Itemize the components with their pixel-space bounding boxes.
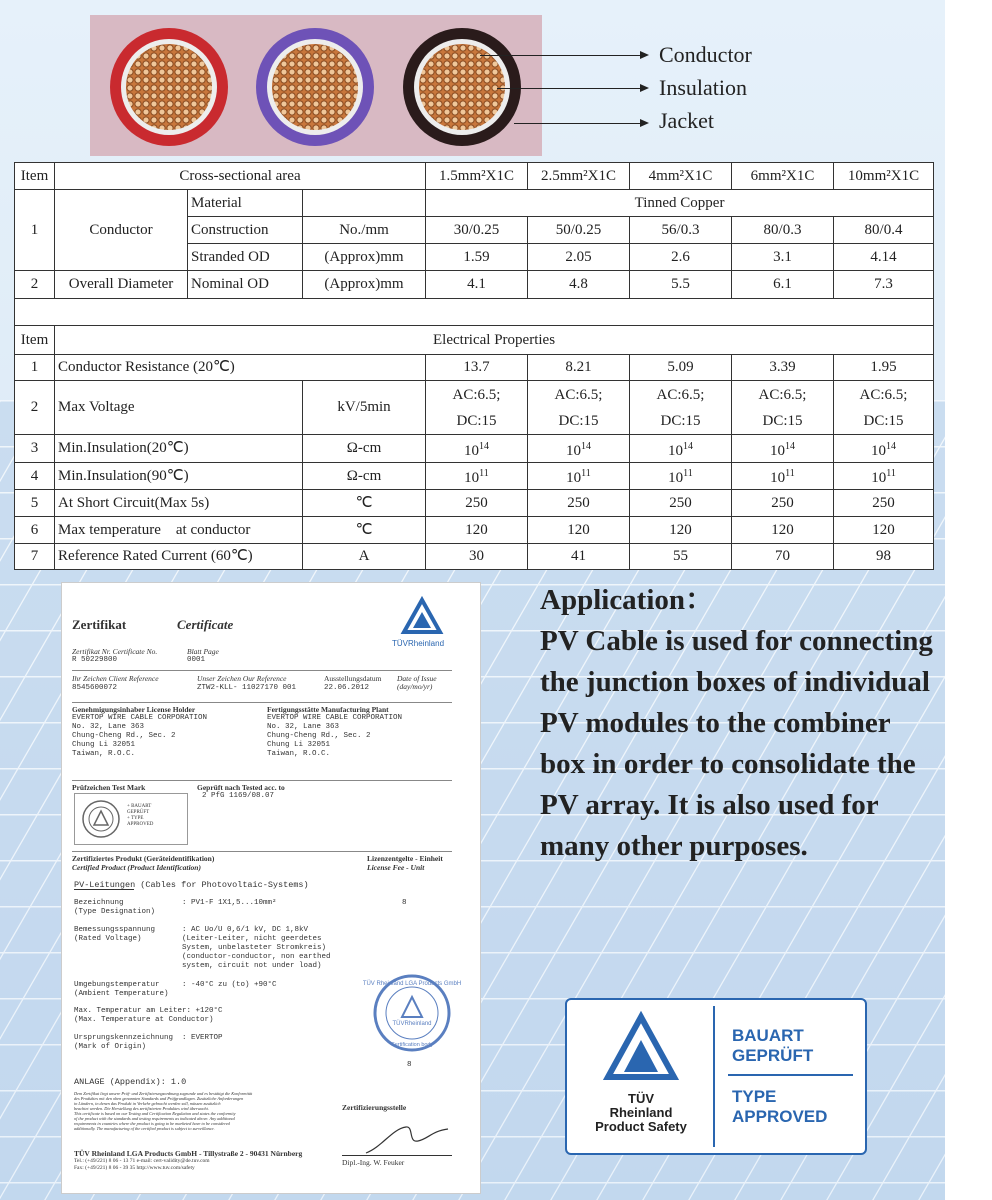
leader-line-insulation	[497, 88, 640, 89]
product-label-de: Zertifiziertes Produkt (Geräteidentifikation)	[72, 854, 215, 863]
value-cell: 2.05	[528, 244, 630, 271]
value-cell: 80/0.4	[834, 217, 934, 244]
item-number: 2	[15, 271, 55, 299]
dc-value: DC:15	[863, 412, 904, 429]
item-number: 3	[15, 435, 55, 463]
value-cell: 250	[834, 490, 934, 517]
value-cell: 250	[732, 490, 834, 517]
badge-approved-text: APPROVED	[732, 1107, 828, 1126]
certificate-title-en: Certificate	[177, 617, 234, 632]
cross-section-header: Cross-sectional area	[55, 163, 426, 190]
fee-label-en: License Fee - Unit	[367, 863, 425, 872]
construction-label: Construction	[188, 217, 303, 244]
unit-cell: ℃	[303, 490, 426, 517]
material-label: Material	[188, 190, 303, 217]
dc-value: DC:15	[558, 412, 599, 429]
value-cell	[630, 381, 732, 435]
seal-bottom-text: Certification body	[390, 1042, 434, 1048]
electrical-properties-table	[14, 325, 934, 570]
value-cell: 120	[630, 517, 732, 544]
designation-value: : PV1-F 1X1,5...10mm²	[182, 899, 277, 907]
issue-format: (day/mo/yr)	[397, 682, 433, 691]
item-number: 1	[15, 355, 55, 381]
value-cell: $10^{14}$	[834, 435, 934, 463]
value-cell: 5.5	[630, 271, 732, 299]
holder-address: EVERTOP WIRE CABLE CORPORATION No. 32, Lane 363 Chung-Cheng Rd., Sec. 2 Chung Li 32051 Taiwan, R.O.C.	[72, 714, 208, 758]
size-header: 6mm²X1C	[732, 163, 834, 190]
test-mark-seal-icon	[81, 799, 121, 839]
nominal-od-label: Nominal OD	[188, 271, 303, 299]
badge-product-safety-text: Product Safety	[595, 1119, 687, 1134]
value-cell: 30	[426, 544, 528, 570]
arrow-icon	[640, 84, 649, 92]
overall-diameter-group: Overall Diameter	[55, 271, 188, 299]
value-cell: 6.1	[732, 271, 834, 299]
unit-cell: ℃	[303, 517, 426, 544]
ac-value: AC:6.5;	[859, 386, 908, 403]
seal-top-text: TÜV Rheinland LGA Products GmbH	[362, 981, 462, 987]
client-ref: 8545600072	[72, 684, 118, 692]
value-cell: $10^{14}$	[426, 435, 528, 463]
value-cell: $10^{11}$	[630, 463, 732, 490]
value-cell: 120	[834, 517, 934, 544]
ambient-label: Umgebungstemperatur (Ambient Temperature)	[74, 981, 169, 998]
our-ref: ZTW2-KLL- 11027170 001	[197, 684, 297, 692]
dc-value: DC:15	[456, 412, 497, 429]
product-label-en: Certified Product (Product Identification)	[72, 863, 201, 872]
ac-value: AC:6.5;	[452, 386, 501, 403]
value-cell: 3.39	[732, 355, 834, 381]
badge-type-text: TYPE	[732, 1087, 777, 1106]
holder-label: Genehmigungsinhaber License Holder	[72, 705, 196, 714]
plant-address: EVERTOP WIRE CABLE CORPORATION No. 32, Lane 363 Chung-Cheng Rd., Sec. 2 Chung Li 32051 Taiwan, R.O.C.	[267, 714, 403, 758]
plant-label: Fertigungsstätte Manufacturing Plant	[267, 705, 389, 714]
item-number: 2	[15, 381, 55, 435]
voltage-value: : AC Uo/U 0,6/1 kV, DC 1,8kV (Leiter-Leiter, nicht geerdetes System, unbelasteter Stromkreis) (conductor-conductor, non earthed system, circuit not under load)	[182, 926, 331, 970]
size-header: 4mm²X1C	[630, 163, 732, 190]
badge-rheinland-text: Rheinland	[609, 1105, 673, 1120]
value-cell: $10^{14}$	[528, 435, 630, 463]
value-cell: 70	[732, 544, 834, 570]
property-label: Reference Rated Current (60℃)	[55, 544, 303, 570]
fee-label-de: Lizenzentgelte - Einheit	[367, 854, 443, 863]
unit-cell: No./mm	[303, 217, 426, 244]
max-temp-label: Max. Temperatur am Leiter: +120°C (Max. Temperature at Conductor)	[74, 1007, 223, 1024]
badge-divider	[713, 1006, 715, 1147]
value-cell: 41	[528, 544, 630, 570]
value-cell: 2.6	[630, 244, 732, 271]
value-cell: $10^{11}$	[528, 463, 630, 490]
ac-value: AC:6.5;	[554, 386, 603, 403]
leader-line-jacket	[514, 123, 640, 124]
value-cell: 4.8	[528, 271, 630, 299]
ac-value: AC:6.5;	[758, 386, 807, 403]
cable-cross-section-image	[90, 15, 542, 156]
property-label: At Short Circuit(Max 5s)	[55, 490, 303, 517]
application-text: PV Cable is used for connecting the junction boxes of individual PV modules to the combiner box in order to consolidate the PV array. It is also used for many other purposes.	[540, 625, 933, 862]
value-cell: 50/0.25	[528, 217, 630, 244]
unit-cell: (Approx)mm	[303, 244, 426, 271]
seal-mid-text: TÜVRheinland	[392, 1021, 432, 1027]
company-address: TÜV Rheinland LGA Products GmbH - Tillystraße 2 - 90431 Nürnberg	[74, 1149, 303, 1158]
property-label: Conductor Resistance (20℃)	[55, 355, 426, 381]
unit-cell: kV/5min	[303, 381, 426, 435]
value-cell: 120	[732, 517, 834, 544]
label-insulation: Insulation	[659, 75, 747, 100]
item-number: 5	[15, 490, 55, 517]
value-cell: 4.14	[834, 244, 934, 271]
value-cell: 98	[834, 544, 934, 570]
tuv-logo-text: TÜVRheinland	[392, 639, 445, 648]
value-cell	[732, 381, 834, 435]
certificate-title-de: Zertifikat	[72, 617, 127, 632]
dc-value: DC:15	[660, 412, 701, 429]
tested-standard: 2 PfG 1169/08.07	[202, 792, 275, 800]
material-value: Tinned Copper	[426, 190, 934, 217]
property-label: Min.Insulation(20℃)	[55, 435, 303, 463]
value-cell: $10^{11}$	[834, 463, 934, 490]
issue-label: Date of Issue	[397, 674, 437, 683]
badge-tuv-text: TÜV	[628, 1091, 654, 1106]
cable-black	[403, 28, 521, 146]
our-ref-label: Unser Zeichen Our Reference	[197, 674, 287, 683]
signer-name: Dipl.-Ing. W. Feuker	[342, 1158, 405, 1167]
value-cell: 1.59	[426, 244, 528, 271]
dc-value: DC:15	[762, 412, 803, 429]
value-cell	[834, 381, 934, 435]
item-number: 1	[15, 190, 55, 271]
arrow-icon	[640, 51, 649, 59]
label-jacket: Jacket	[659, 108, 714, 133]
value-cell: 55	[630, 544, 732, 570]
unit-cell	[303, 190, 426, 217]
size-header: 1.5mm²X1C	[426, 163, 528, 190]
badge-bauart-text: BAUART	[732, 1026, 804, 1045]
certification-body-label: Zertifizierungsstelle	[342, 1103, 407, 1112]
application-title: Application：	[540, 584, 715, 616]
application-section	[540, 580, 940, 867]
date-label: Ausstellungsdatum	[324, 674, 382, 683]
value-cell: $10^{14}$	[630, 435, 732, 463]
size-header: 2.5mm²X1C	[528, 163, 630, 190]
origin-label: Ursprungskennzeichnung (Mark of Origin)	[74, 1034, 174, 1051]
issue-date: 22.06.2012	[324, 684, 370, 692]
item-number: 7	[15, 544, 55, 570]
value-cell: 56/0.3	[630, 217, 732, 244]
size-header: 10mm²X1C	[834, 163, 934, 190]
value-cell: 5.09	[630, 355, 732, 381]
test-mark-box: + BAUART GEPRÜFT + TYPE APPROVED	[74, 793, 188, 845]
unit-cell: Ω-cm	[303, 435, 426, 463]
appendix-line: ANLAGE (Appendix): 1.0	[74, 1077, 187, 1087]
page-label: Blatt Page	[187, 647, 219, 656]
tuv-type-approved-badge	[565, 998, 867, 1155]
conductor-group: Conductor	[55, 190, 188, 271]
stranded-od-label: Stranded OD	[188, 244, 303, 271]
label-conductor: Conductor	[659, 42, 752, 67]
value-cell: 7.3	[834, 271, 934, 299]
value-cell: $10^{14}$	[732, 435, 834, 463]
designation-label: Bezeichnung (Type Designation)	[74, 899, 156, 916]
ac-value: AC:6.5;	[656, 386, 705, 403]
tuv-triangle-icon	[402, 598, 442, 634]
company-fax: Fax: (+49/221) 8 06 - 39 35 http://www.tuv.com/safety	[74, 1165, 195, 1171]
company-tel: Tel.: (+49/221) 8 06 - 13 71 e-mail: cert-validity@de.tuv.com	[74, 1158, 210, 1164]
badge-gepruft-text: GEPRÜFT	[732, 1046, 814, 1065]
seal-number: 8	[407, 1061, 412, 1069]
fee-value: 8	[402, 899, 407, 907]
item-number: 6	[15, 517, 55, 544]
cable-red	[110, 28, 228, 146]
property-label: Max temperature at conductor	[55, 517, 303, 544]
electrical-properties-header: Electrical Properties	[55, 326, 934, 355]
voltage-label: Bemessungsspannung (Rated Voltage)	[74, 926, 156, 943]
spacer-row	[15, 299, 934, 327]
item-number: 4	[15, 463, 55, 490]
unit-cell: Ω-cm	[303, 463, 426, 490]
value-cell: $10^{11}$	[426, 463, 528, 490]
value-cell: 3.1	[732, 244, 834, 271]
fine-print: Dem Zertifikat liegt unsere Prüf- und Zertifizierungsordnung zugrunde und es bestätigt die Konformität des Produktes mit den oben genannten Standards und Prüfgrundlagen. Zusätzliche Anforderungen in Ländern, in denen das Produkt in Verkehr gebracht werden soll, müssen zusätzlich beachtet werden. Die Herstellung des zertifizierten Produktes wird überwacht. This certificate is based on our Testing and Certification Regulation and states the conformity of the product with the standards and testing requirements as indicated above. Any additional requirements in countries where the product is going to be marketed have to be considered additionally. The manufacturing of the certified product is subject to surveillance.	[74, 1091, 253, 1131]
product-name: PV-Leitungen (Cables for Photovoltaic-Systems)	[74, 880, 309, 890]
unit-cell: (Approx)mm	[303, 271, 426, 299]
badge-rule	[728, 1074, 853, 1076]
value-cell: 30/0.25	[426, 217, 528, 244]
page-margin	[945, 0, 992, 1200]
client-ref-label: Ihr Zeichen Client Reference	[72, 674, 159, 683]
value-cell: 80/0.3	[732, 217, 834, 244]
cert-no-label: Zertifikat Nr. Certificate No.	[72, 647, 158, 656]
construction-table	[14, 162, 934, 327]
leader-line-conductor	[480, 55, 640, 56]
item-header: Item	[15, 163, 55, 190]
value-cell: 120	[426, 517, 528, 544]
value-cell: 250	[426, 490, 528, 517]
value-cell: 250	[630, 490, 732, 517]
test-mark-label: Prüfzeichen Test Mark	[72, 783, 146, 792]
tuv-certificate	[62, 583, 480, 1193]
property-label: Min.Insulation(90℃)	[55, 463, 303, 490]
value-cell: 8.21	[528, 355, 630, 381]
property-label: Max Voltage	[55, 381, 303, 435]
unit-cell: A	[303, 544, 426, 570]
item-header: Item	[15, 326, 55, 355]
arrow-icon	[640, 119, 649, 127]
value-cell: 1.95	[834, 355, 934, 381]
value-cell: 13.7	[426, 355, 528, 381]
ambient-value: : -40°C zu (to) +90°C	[182, 981, 277, 989]
value-cell: $10^{11}$	[732, 463, 834, 490]
cert-no: R 50229800	[72, 656, 118, 664]
value-cell	[426, 381, 528, 435]
tested-label: Geprüft nach Tested acc. to	[197, 783, 285, 792]
page-number: 0001	[187, 656, 206, 664]
origin-value: : EVERTOP	[182, 1034, 223, 1042]
value-cell: 4.1	[426, 271, 528, 299]
signature-icon	[362, 1121, 452, 1157]
value-cell: 250	[528, 490, 630, 517]
value-cell	[528, 381, 630, 435]
tuv-seal-icon	[362, 973, 462, 1053]
cable-purple	[256, 28, 374, 146]
value-cell: 120	[528, 517, 630, 544]
tuv-triangle-icon	[605, 1014, 677, 1080]
